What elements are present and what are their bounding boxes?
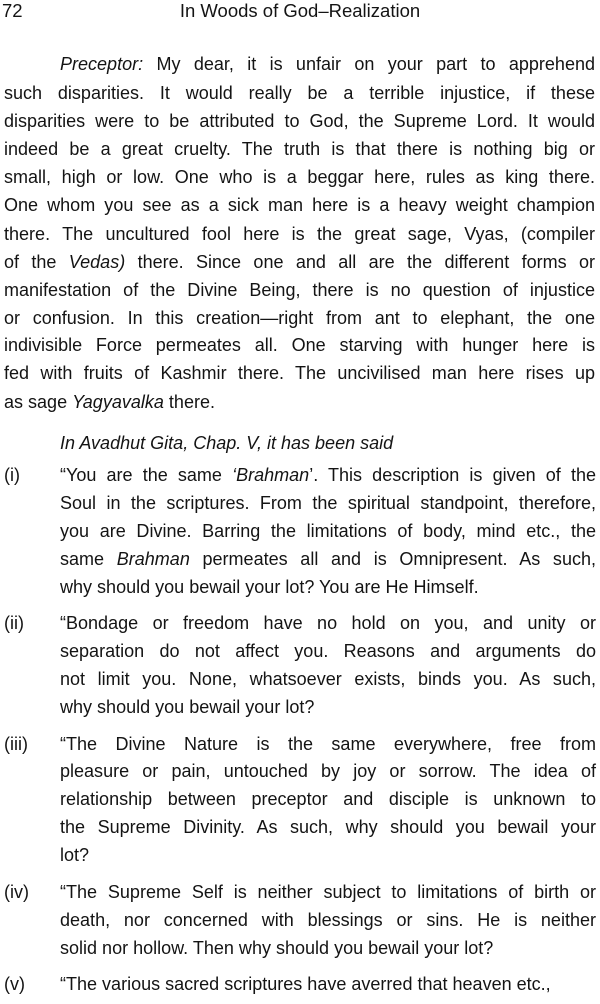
page-header [0, 0, 600, 24]
paragraph-line: One whom you see as a sick man here is a heavy weight champion [4, 194, 595, 215]
paragraph-line: of the Vedas) there. Since one and all are the different forms or [4, 251, 595, 272]
paragraph-line: indivisible Force permeates all. One starving with hunger here is [4, 335, 595, 356]
paragraph-line: manifestation of the Divine Being, there is no question of injustice [4, 279, 595, 300]
item-line: not limit you. None, whatsoever exists, binds you. As such, [60, 669, 596, 690]
avadhut-gita-intro: In Avadhut Gita, Chap. V, it has been said [60, 433, 394, 454]
paragraph-line: such disparities. It would really be a terrible injustice, if these [4, 82, 595, 103]
page-number: 72 [2, 0, 23, 21]
paragraph-line: or confusion. In this creation—right from ant to elephant, the one [4, 307, 595, 328]
item-marker: (iv) [4, 881, 30, 902]
paragraph-line: fed with fruits of Kashmir there. The uncivilised man here rises up [4, 363, 595, 384]
item-marker: (v) [4, 974, 26, 994]
item-line: why should you bewail your lot? You are He Himself. [60, 576, 479, 597]
item-line: the Supreme Divinity. As such, why should you bewail your [60, 817, 596, 838]
item-line: “You are the same ‘Brahman’. This description is given of the [60, 465, 596, 486]
running-title: In Woods of God–Realization [179, 0, 421, 21]
item-marker: (i) [4, 465, 21, 486]
brahman-quoted-italic: ‘Brahman [232, 465, 310, 486]
paragraph-line: indeed be a great cruelty. The truth is that there is nothing big or [4, 138, 595, 159]
item-line: “The Supreme Self is neither subject to limitations of birth or [60, 881, 596, 902]
item-line: “The various sacred scriptures have averred that heaven etc., [60, 974, 551, 994]
speaker-label: Preceptor: [60, 54, 144, 74]
item-line: death, nor concerned with blessings or sins. He is neither [60, 909, 596, 930]
brahman-italic: Brahman [116, 548, 190, 569]
vedas-italic: Vedas) [68, 251, 126, 272]
item-line: solid nor hollow. Then why should you bewail your lot? [60, 937, 494, 958]
item-line: relationship between preceptor and disciple is unknown to [60, 789, 596, 810]
paragraph-line: small, high or low. One who is a beggar here, rules as king there. [4, 166, 595, 187]
item-line: lot? [60, 845, 90, 866]
item-line: why should you bewail your lot? [60, 697, 315, 718]
item-line: Soul in the scriptures. From the spiritual standpoint, therefore, [60, 493, 596, 514]
item-line: same Brahman permeates all and is Omnipresent. As such, [60, 548, 596, 569]
paragraph-line: there. The uncultured fool here is the great sage, Vyas, (compiler [4, 223, 595, 244]
paragraph-line: Preceptor: My dear, it is unfair on your part to apprehend [60, 54, 595, 74]
paragraph-line: as sage Yagyavalka there. [4, 392, 215, 413]
item-marker: (ii) [4, 613, 25, 634]
item-line: “The Divine Nature is the same everywhere, free from [60, 733, 596, 754]
item-marker: (iii) [4, 733, 29, 754]
item-line: separation do not affect you. Reasons and arguments do [60, 641, 596, 662]
item-line: “Bondage or freedom have no hold on you, and unity or [60, 613, 596, 634]
item-line: pleasure or pain, untouched by joy or sorrow. The idea of [60, 761, 596, 782]
paragraph-line: disparities were to be attributed to God, the Supreme Lord. It would [4, 110, 595, 131]
yagyavalka-italic: Yagyavalka [72, 392, 164, 413]
item-line: you are Divine. Barring the limitations of body, mind etc., the [60, 520, 596, 541]
